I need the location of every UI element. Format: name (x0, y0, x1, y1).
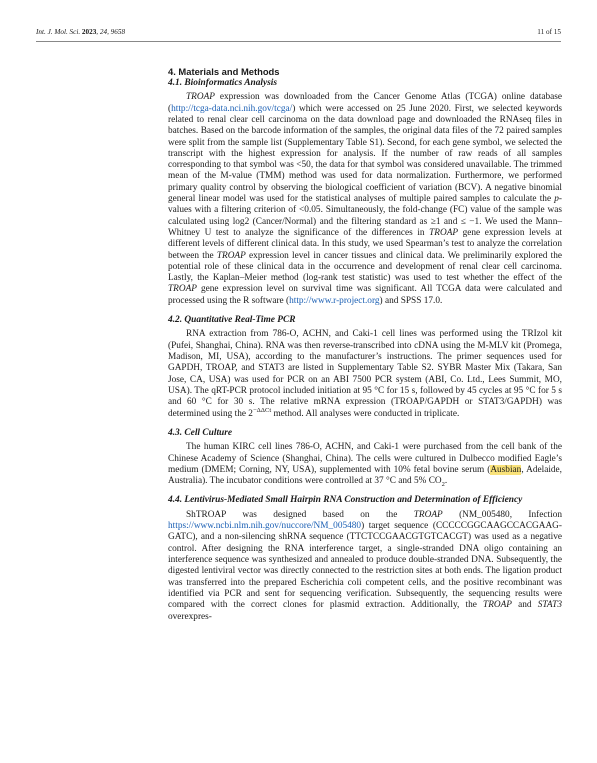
text-run: -values with a filtering criterion of <0.05. Simultaneously, the fold-change (FC) value of the sample was calculated using log2 (Cancer/Normal) and the filtering standard as ≥1 and ≤ −1. We used the Mann–Whitney U test to analyze the significance of the differences in (168, 194, 562, 238)
paragraph (168, 510, 562, 623)
text-run: expression was downloaded from the Cancer Genome Atlas (TCGA) online database ( (168, 92, 562, 114)
text-run: ) target sequence (CCCCCGGCAAGCCACGAAG-GATC), and a non-silencing shRNA sequence (TTCTCCGAACGTGTCACGT) was used as a negative control. After designing the RNA interference target, a single-stranded DNA oligo containing an interference sequence was synthesized and annealed to produce double-stranded DNA. Subsequently, the digested lentiviral vector was directly connected to the restriction sites at both ends. The ligation product was transferred into the prepared Escherichia coli competent cells, and the positive recombinant was identified via PCR and sent for sequencing verification. Subsequently, the sequencing results were compared with the correct clones for plasmid extraction. Additionally, the (168, 521, 562, 611)
text-run: method. All analyses were conducted in triplicate. (271, 408, 460, 419)
hyperlink[interactable]: https://www.ncbi.nlm.nih.gov/nuccore/NM_005480 (168, 521, 362, 532)
subsection-title: 4.1. Bioinformatics Analysis (168, 78, 278, 88)
text-run: , Adelaide, Australia). The incubator conditions were controlled at 37 °C and 5% CO (168, 464, 563, 487)
subsection-title: 4.3. Cell Culture (168, 427, 233, 438)
italic-term: TROAP (168, 284, 197, 295)
text-run: ) which were accessed on 25 June 2020. First, we selected keywords related to renal clear cell carcinoma on the data download page and downloaded the RNAseq files in batches. Based on the barcode information of the samples, the original data files of the 72 paired samples were split from the sample list (Supplementary Table S1). Second, for each gene symbol, we selected the transcript with the highest expression for analysis. If the number of raw reads of all samples corresponding to that symbol was <50, the data for that symbol was considered unavailable. The trimmed mean of the M-value (TMM) method was used for data normalization. Furthermore, we performed primary quality control by observing the biological coefficient of variation (BCV). A negative binomial general linear model was used for the statistical analyses of multiple paired samples to calculate the (168, 103, 562, 205)
italic-term: TROAP (413, 509, 443, 520)
paragraph (168, 329, 562, 419)
italic-term: STAT3 (537, 600, 562, 611)
paragraph (168, 442, 562, 487)
text-run: . (444, 476, 448, 487)
subscript: 2 (441, 480, 445, 488)
text-run: RNA extraction from 786-O, ACHN, and Caki-1 cell lines was performed using the TRIzol kit (Pufei, Shanghai, China). RNA was then reverse-transcribed into cDNA using the M-MLV kit (Promega, Madison, MI, USA), according to the manufacturer’s instructions. The primer sequences used for GAPDH, TROAP, and STAT3 are listed in Supplementary Table S2. SYBR Master Mix (Takara, San Jose, CA, USA) was used for PCR on an ABI 7500 PCR system (ABI, Co. Ltd., Lees Summit, MO, USA). The qRT-PCR protocol included initiation at 95 °C for 15 s, followed by 45 cycles at 95 °C for 5 s and 60 °C for 30 s. The relative mRNA expression (TROAP/GAPDH or STAT3/GAPDH) was determined using the 2 (168, 329, 562, 419)
italic-term: TROAP (429, 227, 459, 238)
hyperlink[interactable]: http://tcga-data.nci.nih.gov/tcga/ (171, 103, 293, 114)
italic-term: TROAP (483, 600, 512, 611)
highlighted-term: Ausbian (490, 464, 522, 475)
text-run: gene expression level on survival time was significant. All TCGA data were calculated and processed using the R software ( (168, 284, 562, 306)
superscript: −ΔΔCt (252, 406, 272, 414)
article-body (168, 66, 562, 623)
subsection-title: 4.2. Quantitative Real-Time PCR (168, 315, 296, 326)
text-run: (NM_005480, Infection (442, 509, 562, 520)
section-title: 4. Materials and Methods (168, 66, 280, 77)
italic-term: p (554, 194, 559, 205)
italic-term: TROAP (186, 92, 215, 103)
header-divider (36, 41, 561, 42)
text-run: ) and SPSS 17.0. (379, 295, 443, 306)
text-run: and (511, 600, 538, 611)
text-run: expression level in cancer tissues and clinical data. We preliminarily explored the potential role of these clinical data in the occurrence and development of renal clear cell carcinoma. Lastly, the Kaplan–Meier method (log-rank test statistic) was used to test whether the effect of the (168, 250, 562, 284)
page-number: 11 of 15 (537, 28, 561, 36)
running-header (36, 28, 561, 36)
italic-term: TROAP (216, 250, 246, 261)
text-run: ShTROAP was designed based on the (186, 509, 414, 520)
hyperlink[interactable]: http://www.r-project.org (289, 295, 380, 306)
text-run: overexpres- (168, 611, 212, 622)
paragraph (168, 92, 562, 307)
text-run: The human KIRC cell lines 786-O, ACHN, and Caki-1 were purchased from the cell bank of the Chinese Academy of Science (Shanghai, China). The cells were cultured in Dulbecco modified Eagle’s medium (DMEM; Corning, NY, USA), supplemented with 10% fetal bovine serum ( (168, 442, 562, 475)
journal-citation: Int. J. Mol. Sci. 2023, 24, 9658 (36, 28, 126, 36)
subsection-title: 4.4. Lentivirus-Mediated Small Hairpin RNA Construction and Determination of Efficiency (168, 495, 523, 506)
text-run: gene expression levels at different levels of different clinical data. In this study, we used Spearman’s test to analyze the correlation between the (168, 227, 562, 261)
